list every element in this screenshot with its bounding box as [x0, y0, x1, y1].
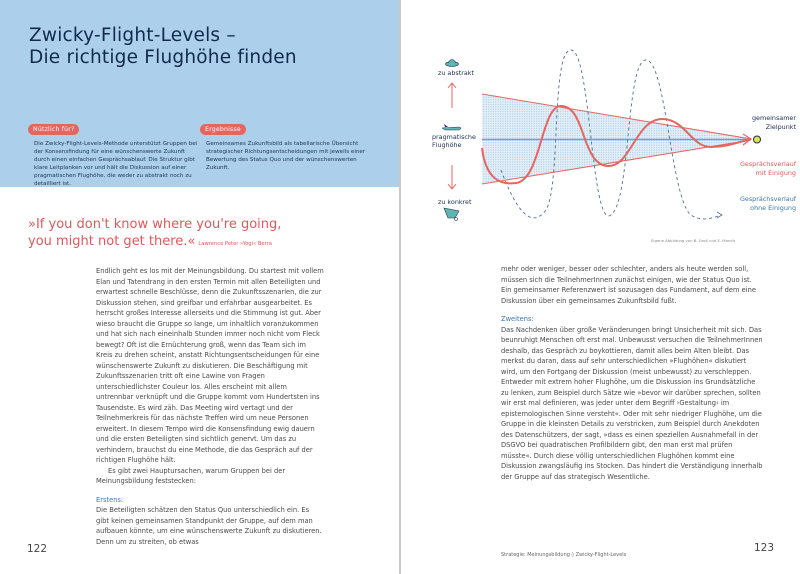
goal-point-dot — [754, 136, 761, 143]
label-pragmatic-line1: pragmatische — [432, 133, 476, 141]
label-with-agreement-line2: mit Einigung — [755, 169, 796, 177]
label-goal-line2: Zielpunkt — [765, 123, 796, 131]
label-without-agreement-line1: Gesprächsverlauf — [739, 195, 796, 203]
figure-caption: Eigene Abbildung von B. Groß und E. Mandir — [651, 238, 736, 243]
quote-line-2: you might not get there.« — [28, 234, 196, 249]
results-badge: Ergebnisse — [200, 124, 246, 135]
footer-separator: ◊ — [571, 552, 574, 558]
label-goal-line1: gemeinsamer — [751, 114, 796, 122]
label-too-concrete: zu konkret — [438, 198, 472, 206]
ufo-icon — [446, 60, 459, 67]
wheelbarrow-icon — [444, 208, 459, 221]
footer-chapter: Meinungsbildung — [527, 552, 570, 558]
paragraph: Die Beteiligten schätzen den Status Quo unterschiedlich ein. Es gibt keinen gemeinsamen Standpunkt der Gruppe, auf dem man aufbauen könnte, um eine wünschenswerte Zukunft zu diskutieren. Denn um zu streiten, ob etwas — [96, 506, 322, 546]
label-without-agreement-line2: ohne Einigung — [750, 204, 796, 212]
paragraph: Das Nachdenken über große Veränderungen bringt Unsicherheit mit sich. Das beunruhigt Menschen oft erst mal. Unbewusst versuchen die TeilnehmerInnen deshalb, das Gespräch zu boykottieren, damit alles beim Alten bleibt. Das merkst du daran, dass auf sehr unterschiedlichen »Flughöhen« diskutiert wird, um den Fortgang der Diskussion (meist unbewusst) zu verschleppen. Entweder mit extrem hoher Flughöhe, um die Diskussion ins Grundsätzliche zu lenken, zum Beispiel durch Sätze wie »bevor wir darüber sprechen, sollten wir erst mal definieren, was jeder unter dem Begriff ›Gestaltung‹ im epistemologischen Sinne versteht«. Oder mit sehr niedriger Flughöhe, um die Gruppe in die kleinsten Details zu verstricken, zum Beispiel durch Anekdoten des Datenschützers, der sagt, »dass es einen speziellen Ausnahmefall in der DSGVO bei quadratischen Profilbildern gibt, den man erst mal prüfen müsste«. Durch diese völlig unterschiedlichen Flughöhen kommt eine Diskussion zwangsläufig ins Stocken. Das hindert die Verständigung innerhalb der Gruppe auf das strategisch Wesentliche. — [501, 325, 763, 481]
quote-line-1: »If you don't know where you're going, — [28, 217, 282, 232]
page-number-right: 123 — [754, 542, 775, 554]
label-with-agreement-line1: Gesprächsverlauf — [739, 160, 796, 168]
page-title — [29, 25, 389, 69]
subheading-first: Erstens: — [96, 495, 124, 504]
label-too-abstract: zu abstrakt — [438, 69, 474, 77]
diagram-svg — [401, 0, 800, 260]
body-text-right — [501, 264, 763, 482]
paragraph: Es gibt zwei Hauptursachen, warum Gruppen bei der Meinungsbildung feststecken: — [96, 466, 286, 485]
airplane-icon — [442, 124, 461, 130]
subheading-second: Zweitens: — [501, 315, 534, 323]
pull-quote — [28, 216, 398, 253]
paragraph: Endlich geht es los mit der Meinungsbildung. Du startest mit vollem Elan und Tatendrang in den ersten Termin mit allen Beteiligten und erwartest schnelle Beschlüsse, denn die Zukunftsszenarien, die zur Diskussion stehen, sind greifbar und erfahrbar ausgearbeitet. Es herrscht großes Interesse allerseits und die Stimmung ist gut. Aber wieso braucht die Gruppe so lange, um inhaltlich voranzukommen und hat sich nach eineinhalb Stunden immer noch nicht vom Fleck bewegt? Oft ist die Ernüchterung groß, wenn das Team sich im Kreis zu drehen scheint, anstatt Richtungsentscheidungen für eine wünschenswerte Zukunft zu diskutieren. Die Beschäftigung mit Zukunftsszenarien tritt oft eine Lawine von Fragen unterschiedlichster Couleur los. Alles erscheint mit allem untrennbar verknüpft und die Gruppe kommt vom Hundertsten ins Tausendste. Es wird zäh. Das Meeting wird vertagt und der Teilnehmerkreis für das nächste Treffen wird um neue Personen erweitert. In diesem Tempo wird die Konsensfindung ewig dauern und die ersten Beteiligten sind sichtlich genervt. Um das zu verhindern, brauchst du eine Methode, die das Gespräch auf der richtigen Flughöhe hält. — [96, 267, 324, 464]
title-line-1: Zwicky-Flight-Levels – — [29, 25, 236, 46]
arrow-down-icon — [448, 165, 456, 189]
right-page — [401, 0, 800, 574]
useful-for-badge: Nützlich für? — [28, 124, 79, 135]
label-pragmatic-line2: Flughöhe — [432, 141, 462, 149]
title-line-2: Die richtige Flughöhe finden — [29, 47, 297, 68]
page-number-left: 122 — [27, 543, 48, 555]
flight-levels-diagram — [401, 0, 800, 260]
intro-panel — [0, 0, 399, 187]
useful-for-text: Die Zwicky-Flight-Levels-Methode unterstützt Gruppen bei der Konsensfindung für eine wünschenswerte Zukunft durch einen einfachen Gesprächsablauf. Die Struktur gibt klare Leitplanken vor und hält die Diskussion auf einer pragmatischen Flughöhe, die weder zu abstrakt noch zu detailliert ist. — [34, 141, 198, 187]
running-footer — [501, 552, 626, 558]
body-text-left — [96, 266, 324, 547]
footer-section: Strategie: — [501, 552, 526, 558]
dashed-arrowhead — [717, 212, 722, 218]
arrow-up-icon — [448, 83, 456, 108]
paragraph: mehr oder weniger, besser oder schlechter, anders als heute werden soll, müssen sich die TeilnehmerInnen zunächst einigen, wie der Status Quo ist. Ein gemeinsamer Referenzwert ist sozusagen das Fundament, auf dem eine Diskussion über ein gemeinsames Zukunftsbild fußt. — [501, 265, 756, 305]
results-text: Gemeinsames Zukunftsbild als tabellarische Übersicht strategischer Richtungsentscheidungen mit jeweils einer Bewertung des Status Quo und der wünschenswerten Zukunft. — [206, 141, 366, 171]
footer-method: Zwicky-Flight-Levels — [575, 552, 627, 558]
quote-author: Lawrence Peter »Yogi« Berra — [198, 241, 272, 247]
